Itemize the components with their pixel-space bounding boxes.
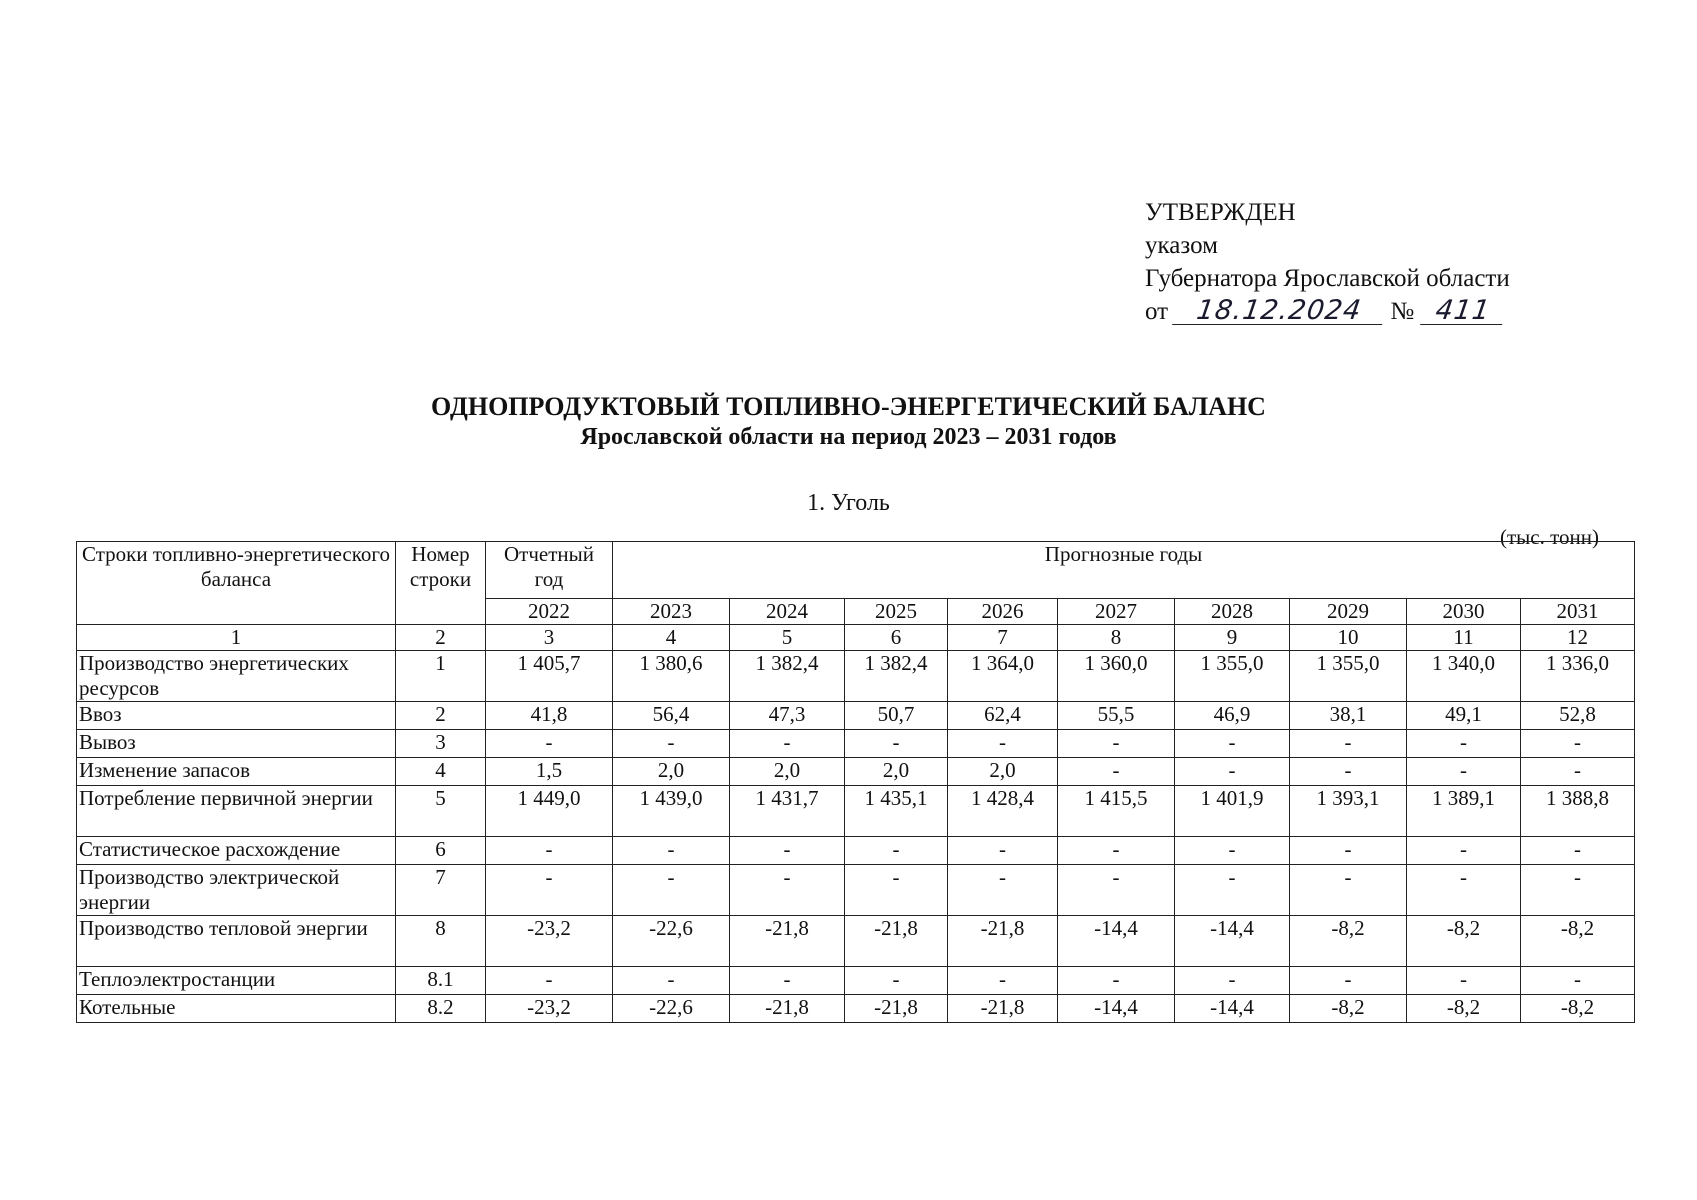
table-row [77,758,1635,786]
balance-table [76,541,1635,1023]
row-number: 3 [396,730,486,758]
table-row [77,786,1635,837]
cell-value: 1 380,6 [613,651,730,702]
column-number: 4 [613,625,730,651]
cell-value: 1 405,7 [486,651,613,702]
table-row [77,916,1635,967]
column-number: 12 [1521,625,1635,651]
cell-value: - [486,967,613,995]
cell-value: - [1521,967,1635,995]
document-subtitle: Ярославской области на период 2023 – 2031 годов [580,424,1117,450]
row-label: Потребление первичной энергии [77,786,396,837]
cell-value: 52,8 [1521,702,1635,730]
cell-value: 1 401,9 [1175,786,1290,837]
cell-value: 1 336,0 [1521,651,1635,702]
row-number: 5 [396,786,486,837]
row-label: Производство электрической энергии [77,865,396,916]
cell-value: 46,9 [1175,702,1290,730]
cell-value: - [1175,865,1290,916]
cell-value: -21,8 [948,995,1058,1023]
column-number: 8 [1058,625,1175,651]
cell-value: - [1407,730,1521,758]
cell-value: -8,2 [1407,995,1521,1023]
row-number: 7 [396,865,486,916]
cell-value: - [730,730,845,758]
row-number: 6 [396,837,486,865]
row-number: 8 [396,916,486,967]
row-label: Изменение запасов [77,758,396,786]
row-label: Ввоз [77,702,396,730]
approval-date: 18.12.2024 [1172,298,1386,325]
cell-value: - [613,837,730,865]
column-number: 1 [77,625,396,651]
cell-value: 41,8 [486,702,613,730]
approval-date-line [1145,295,1510,328]
cell-value: - [1290,865,1407,916]
header-year: 2029 [1290,599,1407,625]
cell-value: - [845,865,948,916]
header-year: 2027 [1058,599,1175,625]
cell-value: 1 382,4 [845,651,948,702]
header-row [77,542,1635,599]
cell-value: - [1058,758,1175,786]
cell-value: - [1058,837,1175,865]
cell-value: -21,8 [730,916,845,967]
cell-value: 49,1 [1407,702,1521,730]
cell-value: - [730,967,845,995]
cell-value: 1,5 [486,758,613,786]
cell-value: - [1290,730,1407,758]
cell-value: - [613,967,730,995]
cell-value: -23,2 [486,916,613,967]
cell-value: - [1521,730,1635,758]
cell-value: - [845,730,948,758]
table-row [77,837,1635,865]
row-label: Теплоэлектростанции [77,967,396,995]
header-report-col: Отчетный год [486,542,613,599]
approval-stamp [1145,196,1510,328]
header-year: 2028 [1175,599,1290,625]
cell-value: - [948,730,1058,758]
row-number: 4 [396,758,486,786]
cell-value: 1 382,4 [730,651,845,702]
cell-value: - [845,967,948,995]
cell-value: -8,2 [1290,995,1407,1023]
cell-value: - [486,730,613,758]
cell-value: 1 340,0 [1407,651,1521,702]
cell-value: 1 435,1 [845,786,948,837]
cell-value: 1 431,7 [730,786,845,837]
cell-value: 2,0 [948,758,1058,786]
cell-value: -21,8 [730,995,845,1023]
table-row [77,995,1635,1023]
cell-value: 50,7 [845,702,948,730]
cell-value: - [1521,865,1635,916]
cell-value: -8,2 [1521,916,1635,967]
cell-value: 1 360,0 [1058,651,1175,702]
cell-value: - [1175,837,1290,865]
cell-value: 2,0 [845,758,948,786]
cell-value: -14,4 [1175,995,1290,1023]
cell-value: -21,8 [948,916,1058,967]
cell-value: - [1407,758,1521,786]
cell-value: 56,4 [613,702,730,730]
cell-value: 47,3 [730,702,845,730]
document-title: ОДНОПРОДУКТОВЫЙ ТОПЛИВНО-ЭНЕРГЕТИЧЕСКИЙ БАЛАНС [431,392,1266,421]
header-year: 2030 [1407,599,1521,625]
row-label: Производство энергетических ресурсов [77,651,396,702]
cell-value: - [1290,758,1407,786]
column-numbers-row [77,625,1635,651]
column-number: 7 [948,625,1058,651]
cell-value: - [1521,837,1635,865]
header-forecast: Прогнозные годы [613,542,1635,599]
cell-value: 55,5 [1058,702,1175,730]
header-year: 2031 [1521,599,1635,625]
cell-value: 1 449,0 [486,786,613,837]
header-rows-col: Строки топливно-энергетического баланса [77,542,396,625]
column-number: 6 [845,625,948,651]
cell-value: - [1407,967,1521,995]
cell-value: 1 355,0 [1290,651,1407,702]
column-number: 10 [1290,625,1407,651]
row-number: 2 [396,702,486,730]
cell-value: -22,6 [613,995,730,1023]
cell-value: - [1175,730,1290,758]
cell-value: 1 389,1 [1407,786,1521,837]
cell-value: 1 415,5 [1058,786,1175,837]
cell-value: - [613,865,730,916]
section-heading: 1. Уголь [807,490,890,516]
table-row [77,967,1635,995]
cell-value: -14,4 [1058,916,1175,967]
cell-value: -23,2 [486,995,613,1023]
cell-value: - [1521,758,1635,786]
cell-value: 1 364,0 [948,651,1058,702]
column-number: 3 [486,625,613,651]
cell-value: 62,4 [948,702,1058,730]
row-label: Статистическое расхождение [77,837,396,865]
cell-value: - [1290,967,1407,995]
row-label: Вывоз [77,730,396,758]
cell-value: -14,4 [1058,995,1175,1023]
header-year: 2026 [948,599,1058,625]
cell-value: - [845,837,948,865]
column-number: 2 [396,625,486,651]
cell-value: 1 393,1 [1290,786,1407,837]
cell-value: 2,0 [613,758,730,786]
header-year: 2024 [730,599,845,625]
approval-title: УТВЕРЖДЕН [1145,199,1296,226]
approval-date-prefix: от [1145,298,1169,325]
cell-value: 1 439,0 [613,786,730,837]
cell-value: - [613,730,730,758]
unit-label: (тыс. тонн) [1500,525,1599,549]
cell-value: - [1175,967,1290,995]
cell-value: - [486,865,613,916]
cell-value: -14,4 [1175,916,1290,967]
cell-value: -8,2 [1407,916,1521,967]
column-number: 9 [1175,625,1290,651]
cell-value: - [1407,865,1521,916]
cell-value: -21,8 [845,916,948,967]
header-year: 2023 [613,599,730,625]
cell-value: - [730,865,845,916]
table-row [77,730,1635,758]
table-row [77,865,1635,916]
cell-value: - [1058,865,1175,916]
cell-value: - [948,837,1058,865]
column-number: 5 [730,625,845,651]
table-row [77,651,1635,702]
header-year: 2025 [845,599,948,625]
cell-value: -8,2 [1290,916,1407,967]
approval-number: 411 [1420,298,1506,325]
approval-decree: указом [1145,232,1218,259]
row-number: 8.2 [396,995,486,1023]
row-label: Производство тепловой энергии [77,916,396,967]
table-row [77,702,1635,730]
approval-authority: Губернатора Ярославской области [1145,265,1510,292]
cell-value: - [730,837,845,865]
cell-value: -22,6 [613,916,730,967]
row-number: 1 [396,651,486,702]
cell-value: - [1175,758,1290,786]
cell-value: -8,2 [1521,995,1635,1023]
cell-value: - [948,967,1058,995]
cell-value: 38,1 [1290,702,1407,730]
cell-value: - [1058,730,1175,758]
cell-value: - [1407,837,1521,865]
cell-value: 1 388,8 [1521,786,1635,837]
cell-value: - [948,865,1058,916]
cell-value: - [1058,967,1175,995]
cell-value: -21,8 [845,995,948,1023]
cell-value: - [1290,837,1407,865]
header-num-col: Номер строки [396,542,486,625]
row-label: Котельные [77,995,396,1023]
header-report-year: 2022 [486,599,613,625]
cell-value: 2,0 [730,758,845,786]
approval-number-sign: № [1390,298,1415,325]
cell-value: 1 355,0 [1175,651,1290,702]
cell-value: - [486,837,613,865]
column-number: 11 [1407,625,1521,651]
row-number: 8.1 [396,967,486,995]
cell-value: 1 428,4 [948,786,1058,837]
